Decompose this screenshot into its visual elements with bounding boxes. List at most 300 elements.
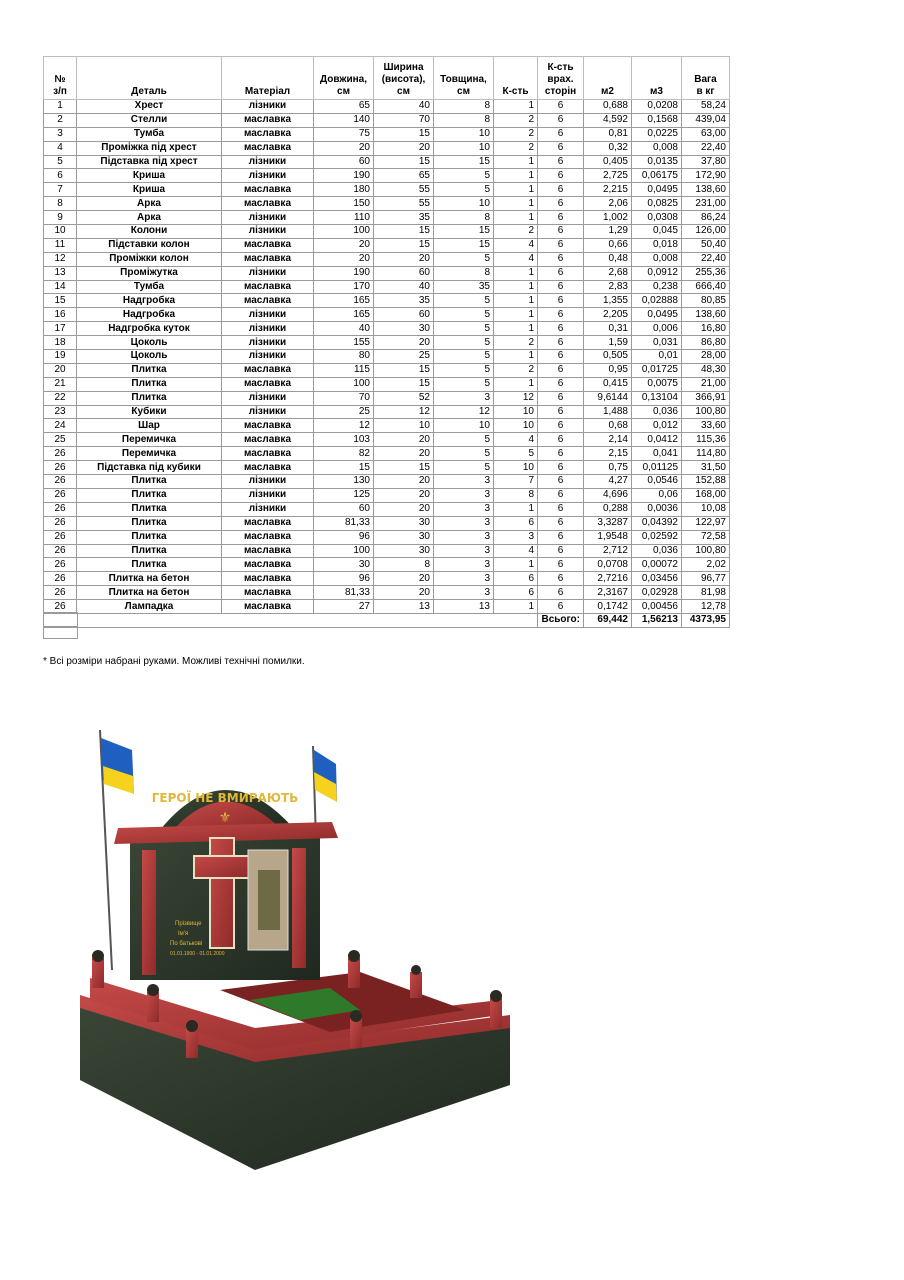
header-line: К-сть xyxy=(502,86,529,97)
length-cell: 170 xyxy=(314,280,374,294)
quantity-cell: 6 xyxy=(494,586,538,600)
length-cell: 25 xyxy=(314,405,374,419)
area-m2-cell: 9,6144 xyxy=(584,391,632,405)
area-m2-cell: 4,592 xyxy=(584,113,632,127)
sides-count-cell: 6 xyxy=(538,572,584,586)
material-cell: маславка xyxy=(222,294,314,308)
weight-kg-cell: 138,60 xyxy=(682,183,730,197)
thickness-cell: 5 xyxy=(434,322,494,336)
quantity-cell: 1 xyxy=(494,183,538,197)
detail-name-cell: Перемичка xyxy=(77,433,222,447)
quantity-cell: 1 xyxy=(494,100,538,114)
material-cell: маславка xyxy=(222,544,314,558)
width-cell: 20 xyxy=(374,433,434,447)
thickness-cell: 3 xyxy=(434,572,494,586)
length-cell: 100 xyxy=(314,225,374,239)
detail-name-cell: Криша xyxy=(77,169,222,183)
table-row xyxy=(44,169,730,183)
material-cell: маславка xyxy=(222,141,314,155)
table-row xyxy=(44,155,730,169)
weight-kg-cell: 33,60 xyxy=(682,419,730,433)
sides-count-cell: 6 xyxy=(538,127,584,141)
sides-count-cell: 6 xyxy=(538,169,584,183)
header-line: (висота), xyxy=(381,74,426,85)
weight-kg-cell: 10,08 xyxy=(682,502,730,516)
row-number-cell: 10 xyxy=(44,225,77,239)
table-row xyxy=(44,502,730,516)
area-m2-cell: 0,0708 xyxy=(584,558,632,572)
area-m2-cell: 0,505 xyxy=(584,350,632,364)
weight-kg-cell: 12,78 xyxy=(682,600,730,614)
volume-m3-cell: 0,041 xyxy=(632,447,682,461)
volume-m3-cell: 0,008 xyxy=(632,252,682,266)
material-cell: лізники xyxy=(222,266,314,280)
row-number-cell: 26 xyxy=(44,488,77,502)
volume-m3-cell: 0,00072 xyxy=(632,558,682,572)
area-m2-cell: 1,355 xyxy=(584,294,632,308)
area-m2-cell: 2,205 xyxy=(584,308,632,322)
width-cell: 13 xyxy=(374,600,434,614)
quantity-cell: 1 xyxy=(494,308,538,322)
thickness-cell: 8 xyxy=(434,211,494,225)
table-row xyxy=(44,405,730,419)
area-m2-cell: 0,48 xyxy=(584,252,632,266)
area-m2-cell: 2,68 xyxy=(584,266,632,280)
area-m2-cell: 2,215 xyxy=(584,183,632,197)
table-row xyxy=(44,488,730,502)
table-row xyxy=(44,350,730,364)
width-cell: 30 xyxy=(374,516,434,530)
thickness-cell: 5 xyxy=(434,308,494,322)
empty-cell xyxy=(43,626,78,639)
thickness-cell: 15 xyxy=(434,225,494,239)
thickness-cell: 3 xyxy=(434,530,494,544)
quantity-cell: 7 xyxy=(494,475,538,489)
sides-count-cell: 6 xyxy=(538,405,584,419)
width-cell: 60 xyxy=(374,266,434,280)
length-cell: 165 xyxy=(314,308,374,322)
material-cell: маславка xyxy=(222,572,314,586)
header-line: Матеріал xyxy=(244,86,291,97)
length-cell: 180 xyxy=(314,183,374,197)
material-cell: лізники xyxy=(222,350,314,364)
weight-kg-cell: 100,80 xyxy=(682,405,730,419)
table-row xyxy=(44,238,730,252)
sides-count-cell: 6 xyxy=(538,558,584,572)
header-line: Товщина, xyxy=(440,74,487,85)
length-cell: 100 xyxy=(314,377,374,391)
quantity-cell: 1 xyxy=(494,502,538,516)
thickness-cell: 3 xyxy=(434,544,494,558)
table-row xyxy=(44,516,730,530)
sides-count-cell: 6 xyxy=(538,294,584,308)
empty-cell xyxy=(43,612,78,627)
area-m2-cell: 2,3167 xyxy=(584,586,632,600)
volume-m3-cell: 0,01125 xyxy=(632,461,682,475)
length-cell: 60 xyxy=(314,502,374,516)
area-m2-cell: 2,712 xyxy=(584,544,632,558)
volume-m3-cell: 0,01725 xyxy=(632,363,682,377)
table-row xyxy=(44,183,730,197)
quantity-cell: 1 xyxy=(494,600,538,614)
row-number-cell: 23 xyxy=(44,405,77,419)
weight-kg-cell: 96,77 xyxy=(682,572,730,586)
thickness-cell: 8 xyxy=(434,100,494,114)
width-cell: 70 xyxy=(374,113,434,127)
detail-name-cell: Плитка на бетон xyxy=(77,586,222,600)
thickness-cell: 10 xyxy=(434,419,494,433)
weight-kg-cell: 28,00 xyxy=(682,350,730,364)
width-cell: 15 xyxy=(374,238,434,252)
quantity-cell: 8 xyxy=(494,488,538,502)
soldier-photo xyxy=(258,870,280,930)
detail-name-cell: Підставка під кубики xyxy=(77,461,222,475)
table-row xyxy=(44,558,730,572)
sides-count-cell: 6 xyxy=(538,475,584,489)
area-m2-cell: 0,95 xyxy=(584,363,632,377)
volume-m3-cell: 0,006 xyxy=(632,322,682,336)
width-cell: 15 xyxy=(374,461,434,475)
material-cell: маславка xyxy=(222,252,314,266)
sides-count-cell: 6 xyxy=(538,266,584,280)
sides-count-cell: 6 xyxy=(538,433,584,447)
length-cell: 165 xyxy=(314,294,374,308)
sides-count-cell: 6 xyxy=(538,586,584,600)
table-row xyxy=(44,225,730,239)
length-cell: 30 xyxy=(314,558,374,572)
area-m2-cell: 0,288 xyxy=(584,502,632,516)
sides-count-cell: 6 xyxy=(538,336,584,350)
row-number-cell: 13 xyxy=(44,266,77,280)
material-cell: маславка xyxy=(222,586,314,600)
table-row xyxy=(44,433,730,447)
sides-count-cell: 6 xyxy=(538,600,584,614)
area-m2-cell: 0,415 xyxy=(584,377,632,391)
table-row xyxy=(44,461,730,475)
material-cell: маславка xyxy=(222,600,314,614)
weight-kg-cell: 122,97 xyxy=(682,516,730,530)
quantity-cell: 4 xyxy=(494,433,538,447)
column-header-width xyxy=(374,57,434,100)
header-line: в кг xyxy=(696,86,715,97)
monument-render xyxy=(70,710,540,1180)
quantity-cell: 1 xyxy=(494,169,538,183)
quantity-cell: 10 xyxy=(494,419,538,433)
row-number-cell: 16 xyxy=(44,308,77,322)
total-weight: 4373,95 xyxy=(682,613,730,627)
quantity-cell: 1 xyxy=(494,350,538,364)
material-cell: лізники xyxy=(222,488,314,502)
header-line: Довжина, xyxy=(320,74,367,85)
detail-name-cell: Надгробка xyxy=(77,308,222,322)
detail-name-cell: Арка xyxy=(77,211,222,225)
table-row xyxy=(44,113,730,127)
thickness-cell: 5 xyxy=(434,336,494,350)
material-cell: лізники xyxy=(222,169,314,183)
row-number-cell: 26 xyxy=(44,600,77,614)
row-number-cell: 22 xyxy=(44,391,77,405)
volume-m3-cell: 0,1568 xyxy=(632,113,682,127)
row-number-cell: 5 xyxy=(44,155,77,169)
detail-name-cell: Плитка xyxy=(77,502,222,516)
detail-name-cell: Плитка xyxy=(77,488,222,502)
thickness-cell: 5 xyxy=(434,377,494,391)
material-cell: лізники xyxy=(222,475,314,489)
weight-kg-cell: 126,00 xyxy=(682,225,730,239)
table-row xyxy=(44,391,730,405)
width-cell: 15 xyxy=(374,363,434,377)
column-header-detail xyxy=(77,57,222,100)
header-line: з/п xyxy=(53,86,67,97)
table-row xyxy=(44,266,730,280)
width-cell: 30 xyxy=(374,530,434,544)
sides-count-cell: 6 xyxy=(538,502,584,516)
area-m2-cell: 0,66 xyxy=(584,238,632,252)
volume-m3-cell: 0,0495 xyxy=(632,183,682,197)
width-cell: 40 xyxy=(374,100,434,114)
area-m2-cell: 2,7216 xyxy=(584,572,632,586)
weight-kg-cell: 366,91 xyxy=(682,391,730,405)
area-m2-cell: 0,32 xyxy=(584,141,632,155)
thickness-cell: 5 xyxy=(434,363,494,377)
quantity-cell: 3 xyxy=(494,530,538,544)
table-row xyxy=(44,141,730,155)
width-cell: 55 xyxy=(374,197,434,211)
detail-name-cell: Хрест xyxy=(77,100,222,114)
sides-count-cell: 6 xyxy=(538,377,584,391)
thickness-cell: 12 xyxy=(434,405,494,419)
column-header-thickness xyxy=(434,57,494,100)
volume-m3-cell: 0,0208 xyxy=(632,100,682,114)
material-cell: лізники xyxy=(222,502,314,516)
header-line: м3 xyxy=(650,86,663,97)
length-cell: 12 xyxy=(314,419,374,433)
width-cell: 65 xyxy=(374,169,434,183)
row-number-cell: 6 xyxy=(44,169,77,183)
column-header-m3 xyxy=(632,57,682,100)
column-header-length xyxy=(314,57,374,100)
width-cell: 15 xyxy=(374,225,434,239)
material-cell: маславка xyxy=(222,419,314,433)
material-cell: лізники xyxy=(222,100,314,114)
header-line: врах. xyxy=(547,74,574,85)
width-cell: 40 xyxy=(374,280,434,294)
total-row xyxy=(44,613,730,627)
sides-count-cell: 6 xyxy=(538,197,584,211)
sides-count-cell: 6 xyxy=(538,516,584,530)
detail-name-cell: Надгробка xyxy=(77,294,222,308)
row-number-cell: 4 xyxy=(44,141,77,155)
header-line: см xyxy=(457,86,470,97)
length-cell: 155 xyxy=(314,336,374,350)
thickness-cell: 5 xyxy=(434,252,494,266)
sides-count-cell: 6 xyxy=(538,100,584,114)
sides-count-cell: 6 xyxy=(538,363,584,377)
sides-count-cell: 6 xyxy=(538,211,584,225)
area-m2-cell: 0,405 xyxy=(584,155,632,169)
volume-m3-cell: 0,0546 xyxy=(632,475,682,489)
detail-name-cell: Тумба xyxy=(77,127,222,141)
quantity-cell: 10 xyxy=(494,405,538,419)
weight-kg-cell: 58,24 xyxy=(682,100,730,114)
table-header-row xyxy=(44,57,730,100)
weight-kg-cell: 2,02 xyxy=(682,558,730,572)
volume-m3-cell: 0,03456 xyxy=(632,572,682,586)
weight-kg-cell: 168,00 xyxy=(682,488,730,502)
area-m2-cell: 0,31 xyxy=(584,322,632,336)
material-cell: маславка xyxy=(222,433,314,447)
length-cell: 130 xyxy=(314,475,374,489)
sides-count-cell: 6 xyxy=(538,155,584,169)
weight-kg-cell: 138,60 xyxy=(682,308,730,322)
quantity-cell: 1 xyxy=(494,377,538,391)
width-cell: 20 xyxy=(374,447,434,461)
table-row xyxy=(44,572,730,586)
length-cell: 103 xyxy=(314,433,374,447)
volume-m3-cell: 0,06 xyxy=(632,488,682,502)
row-number-cell: 1 xyxy=(44,100,77,114)
sides-count-cell: 6 xyxy=(538,488,584,502)
sides-count-cell: 6 xyxy=(538,252,584,266)
material-cell: маславка xyxy=(222,530,314,544)
row-number-cell: 17 xyxy=(44,322,77,336)
quantity-cell: 10 xyxy=(494,461,538,475)
thickness-cell: 3 xyxy=(434,558,494,572)
table-row xyxy=(44,419,730,433)
material-cell: маславка xyxy=(222,363,314,377)
quantity-cell: 2 xyxy=(494,225,538,239)
quantity-cell: 1 xyxy=(494,322,538,336)
detail-name-cell: Плитка xyxy=(77,530,222,544)
length-cell: 27 xyxy=(314,600,374,614)
thickness-cell: 5 xyxy=(434,461,494,475)
table-row xyxy=(44,544,730,558)
detail-name-cell: Проміжка під хрест xyxy=(77,141,222,155)
material-cell: маславка xyxy=(222,377,314,391)
width-cell: 20 xyxy=(374,141,434,155)
material-cell: лізники xyxy=(222,322,314,336)
length-cell: 100 xyxy=(314,544,374,558)
column-header-weight xyxy=(682,57,730,100)
table-row xyxy=(44,336,730,350)
material-cell: маславка xyxy=(222,516,314,530)
thickness-cell: 3 xyxy=(434,502,494,516)
quantity-cell: 2 xyxy=(494,127,538,141)
material-cell: лізники xyxy=(222,391,314,405)
length-cell: 125 xyxy=(314,488,374,502)
detail-name-cell: Плитка xyxy=(77,377,222,391)
sides-count-cell: 6 xyxy=(538,419,584,433)
area-m2-cell: 0,1742 xyxy=(584,600,632,614)
weight-kg-cell: 114,80 xyxy=(682,447,730,461)
width-cell: 10 xyxy=(374,419,434,433)
material-cell: лізники xyxy=(222,308,314,322)
row-number-cell: 26 xyxy=(44,447,77,461)
row-number-cell: 15 xyxy=(44,294,77,308)
row-number-cell: 3 xyxy=(44,127,77,141)
weight-kg-cell: 37,80 xyxy=(682,155,730,169)
detail-name-cell: Плитка xyxy=(77,544,222,558)
weight-kg-cell: 22,40 xyxy=(682,252,730,266)
sides-count-cell: 6 xyxy=(538,141,584,155)
column-header-material xyxy=(222,57,314,100)
length-cell: 96 xyxy=(314,530,374,544)
quantity-cell: 1 xyxy=(494,197,538,211)
sides-count-cell: 6 xyxy=(538,447,584,461)
row-number-cell: 26 xyxy=(44,530,77,544)
area-m2-cell: 2,83 xyxy=(584,280,632,294)
column-left xyxy=(142,850,156,975)
material-cell: маславка xyxy=(222,113,314,127)
volume-m3-cell: 0,0225 xyxy=(632,127,682,141)
weight-kg-cell: 115,36 xyxy=(682,433,730,447)
thickness-cell: 10 xyxy=(434,141,494,155)
width-cell: 20 xyxy=(374,502,434,516)
volume-m3-cell: 0,0495 xyxy=(632,308,682,322)
length-cell: 60 xyxy=(314,155,374,169)
row-number-cell: 14 xyxy=(44,280,77,294)
area-m2-cell: 2,14 xyxy=(584,433,632,447)
table-row xyxy=(44,252,730,266)
quantity-cell: 1 xyxy=(494,558,538,572)
total-m3: 1,56213 xyxy=(632,613,682,627)
row-number-cell: 7 xyxy=(44,183,77,197)
length-cell: 40 xyxy=(314,322,374,336)
detail-name-cell: Кубики xyxy=(77,405,222,419)
sides-count-cell: 6 xyxy=(538,391,584,405)
material-cell: лізники xyxy=(222,225,314,239)
volume-m3-cell: 0,045 xyxy=(632,225,682,239)
area-m2-cell: 3,3287 xyxy=(584,516,632,530)
area-m2-cell: 4,696 xyxy=(584,488,632,502)
area-m2-cell: 1,488 xyxy=(584,405,632,419)
area-m2-cell: 1,59 xyxy=(584,336,632,350)
material-cell: маславка xyxy=(222,197,314,211)
row-number-cell: 26 xyxy=(44,461,77,475)
weight-kg-cell: 439,04 xyxy=(682,113,730,127)
quantity-cell: 4 xyxy=(494,252,538,266)
table-row xyxy=(44,322,730,336)
area-m2-cell: 1,29 xyxy=(584,225,632,239)
weight-kg-cell: 48,30 xyxy=(682,363,730,377)
row-number-cell: 21 xyxy=(44,377,77,391)
volume-m3-cell: 0,018 xyxy=(632,238,682,252)
quantity-cell: 2 xyxy=(494,336,538,350)
quantity-cell: 2 xyxy=(494,113,538,127)
detail-name-cell: Цоколь xyxy=(77,336,222,350)
row-number-cell: 20 xyxy=(44,363,77,377)
row-number-cell: 9 xyxy=(44,211,77,225)
area-m2-cell: 0,75 xyxy=(584,461,632,475)
detail-name-cell: Плитка на бетон xyxy=(77,572,222,586)
material-cell: маславка xyxy=(222,280,314,294)
quantity-cell: 1 xyxy=(494,211,538,225)
row-number-cell: 19 xyxy=(44,350,77,364)
area-m2-cell: 2,725 xyxy=(584,169,632,183)
trident-icon: ⚜ xyxy=(218,809,232,825)
detail-name-cell: Плитка xyxy=(77,363,222,377)
detail-name-cell: Проміжутка xyxy=(77,266,222,280)
material-cell: лізники xyxy=(222,211,314,225)
area-m2-cell: 2,06 xyxy=(584,197,632,211)
thickness-cell: 3 xyxy=(434,475,494,489)
column-header-num xyxy=(44,57,77,100)
sides-count-cell: 6 xyxy=(538,530,584,544)
material-cell: маславка xyxy=(222,183,314,197)
length-cell: 115 xyxy=(314,363,374,377)
width-cell: 30 xyxy=(374,544,434,558)
length-cell: 190 xyxy=(314,169,374,183)
